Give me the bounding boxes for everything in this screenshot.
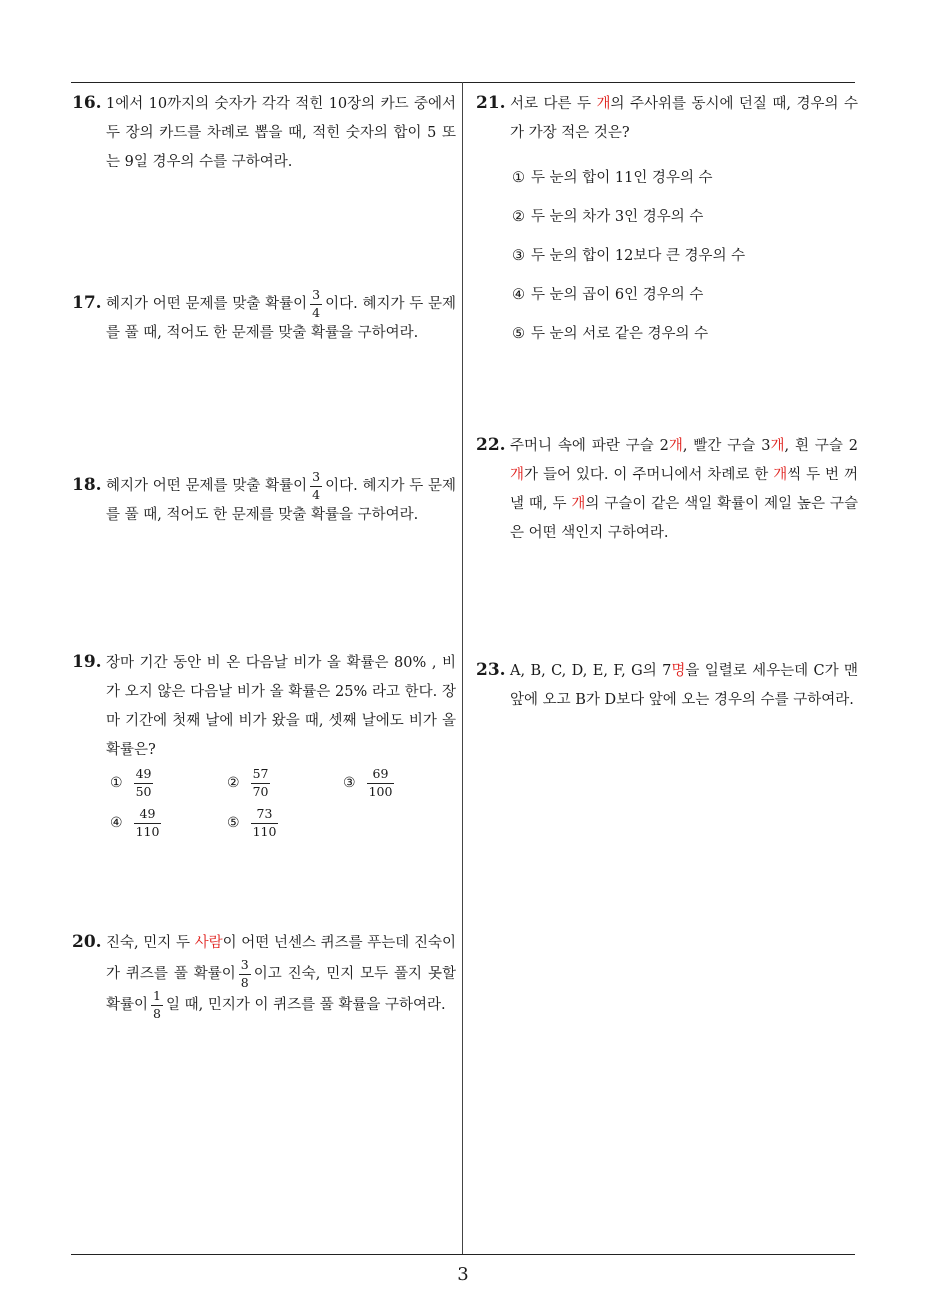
question-text: 을 일렬로 세우는데 C가 맨 앞에 오고 B가 D보다 앞에 오는 경우의 수를 구하여라.: [510, 663, 858, 708]
choice-marker: ③: [343, 775, 356, 791]
choice-marker: ④: [110, 815, 123, 831]
question-text: 일 때, 민지가 이 퀴즈를 풀 확률을 구하여라.: [165, 997, 446, 1013]
question-number: 18.: [72, 475, 102, 495]
choice-4[interactable]: [110, 808, 164, 838]
question-text: 1에서 10까지의 숫자가 각각 적힌 10장의 카드 중에서 두 장의 카드를 차례로 뽑을 때, 적힌 숫자의 합이 5 또는 9일 경우의 수를 구하여라.: [106, 96, 456, 170]
question-17: [72, 289, 456, 348]
choice-text: 두 눈의 합이 12보다 큰 경우의 수: [531, 248, 746, 264]
question-text: 씩 두 번 꺼낼 때, 두: [510, 467, 858, 512]
question-text: 장마 기간 동안 비 온 다음날 비가 올 확률은 80% , 비가 오지 않은 다음날 비가 올 확률은 25% 라고 한다. 장마 기간에 첫째 날에 비가 왔을 때, 셋째 날에도 비가 올 확률은?: [106, 655, 456, 758]
question-number: 17.: [72, 293, 102, 313]
highlighted-word: 개: [596, 96, 611, 112]
fraction: [251, 808, 279, 838]
question-23: [476, 656, 858, 715]
choice-4[interactable]: [512, 285, 745, 324]
choice-5[interactable]: [227, 808, 281, 838]
highlighted-word: 사람: [194, 935, 223, 951]
question-text: 혜지가 어떤 문제를 맞출 확률이: [106, 478, 308, 494]
choice-marker: ①: [512, 170, 525, 186]
choice-text: 두 눈의 서로 같은 경우의 수: [531, 326, 709, 342]
numerator: 3: [310, 289, 322, 305]
question-number: 19.: [72, 652, 102, 672]
fraction: [251, 768, 271, 798]
question-text: 의 구슬이 같은 색일 확률이 제일 높은 구슬은 어떤 색인지 구하여라.: [510, 496, 858, 541]
fraction: [310, 471, 322, 501]
question-text: 가 들어 있다. 이 주머니에서 차례로 한: [524, 467, 769, 483]
column-divider: [462, 82, 463, 1254]
choice-marker: ⑤: [227, 815, 240, 831]
question-text: , 빨간 구슬 3: [682, 438, 771, 454]
denominator: 70: [252, 783, 269, 799]
numerator: 57: [251, 768, 271, 784]
question-18: [72, 471, 456, 530]
bottom-rule: [71, 1254, 855, 1255]
choice-5[interactable]: [512, 324, 745, 363]
highlighted-word: 개: [770, 438, 785, 454]
question-number: 23.: [476, 660, 506, 680]
question-number: 20.: [72, 932, 102, 952]
highlighted-word: 개: [571, 496, 586, 512]
choice-text: 두 눈의 곱이 6인 경우의 수: [531, 287, 704, 303]
denominator: 8: [153, 1005, 161, 1021]
choice-1[interactable]: [512, 168, 745, 207]
question-number: 16.: [72, 93, 102, 113]
choice-1[interactable]: [110, 768, 156, 798]
highlighted-word: 명: [671, 663, 686, 679]
fraction: [134, 768, 154, 798]
choice-2[interactable]: [512, 207, 745, 246]
denominator: 110: [135, 823, 160, 839]
question-text: 이다. 혜지가 두 문제를 풀 때, 적어도 한 문제를 맞출 확률을 구하여라.: [106, 296, 456, 341]
highlighted-word: 개: [510, 467, 525, 483]
question-text: 혜지가 어떤 문제를 맞출 확률이: [106, 296, 308, 312]
choice-marker: ③: [512, 248, 525, 264]
numerator: 49: [134, 808, 162, 824]
choice-marker: ②: [227, 775, 240, 791]
highlighted-word: 개: [668, 438, 683, 454]
question-22: [476, 431, 858, 548]
fraction: [367, 768, 395, 798]
choice-text: 두 눈의 합이 11인 경우의 수: [531, 170, 713, 186]
question-21: [476, 89, 858, 148]
choice-2[interactable]: [227, 768, 273, 798]
denominator: 110: [252, 823, 277, 839]
denominator: 4: [312, 486, 321, 502]
question-19: [72, 648, 456, 765]
question-number: 21.: [476, 93, 506, 113]
choice-list: [512, 168, 745, 363]
choice-marker: ⑤: [512, 326, 525, 342]
fraction: [310, 289, 322, 319]
numerator: 73: [251, 808, 279, 824]
highlighted-word: 개: [773, 467, 788, 483]
question-text: 이고 진숙, 민지 모두 풀지 못할 확률이: [106, 966, 456, 1013]
denominator: 4: [312, 304, 321, 320]
question-20: [72, 927, 456, 1021]
numerator: 3: [239, 959, 251, 975]
fraction: [239, 959, 251, 989]
question-number: 22.: [476, 435, 506, 455]
question-text: 이다. 혜지가 두 문제를 풀 때, 적어도 한 문제를 맞출 확률을 구하여라.: [106, 478, 456, 523]
question-text: 의 주사위를 동시에 던질 때, 경우의 수가 가장 적은 것은?: [510, 96, 858, 141]
choice-3[interactable]: [512, 246, 745, 285]
choice-marker: ①: [110, 775, 123, 791]
question-text: A, B, C, D, E, F, G의 7: [510, 663, 672, 679]
question-text: , 흰 구슬 2: [784, 438, 858, 454]
question-text: 이 어떤 넌센스 퀴즈를 푸는데 진숙이가 퀴즈를 풀 확률이: [106, 935, 456, 982]
numerator: 3: [310, 471, 322, 487]
fraction: [134, 808, 162, 838]
denominator: 8: [240, 974, 249, 990]
denominator: 50: [135, 783, 152, 799]
numerator: 1: [151, 990, 163, 1006]
choice-marker: ④: [512, 287, 525, 303]
question-text: 주머니 속에 파란 구슬 2: [510, 438, 669, 454]
top-rule: [71, 82, 855, 83]
denominator: 100: [368, 783, 393, 799]
choice-text: 두 눈의 차가 3인 경우의 수: [531, 209, 704, 225]
page-number: 3: [457, 1264, 469, 1285]
question-text: 서로 다른 두: [510, 96, 591, 112]
numerator: 49: [134, 768, 154, 784]
fraction: [151, 990, 163, 1020]
numerator: 69: [367, 768, 395, 784]
choice-marker: ②: [512, 209, 525, 225]
choice-3[interactable]: [343, 768, 397, 798]
question-16: [72, 89, 456, 177]
question-text: 진숙, 민지 두: [106, 935, 190, 951]
